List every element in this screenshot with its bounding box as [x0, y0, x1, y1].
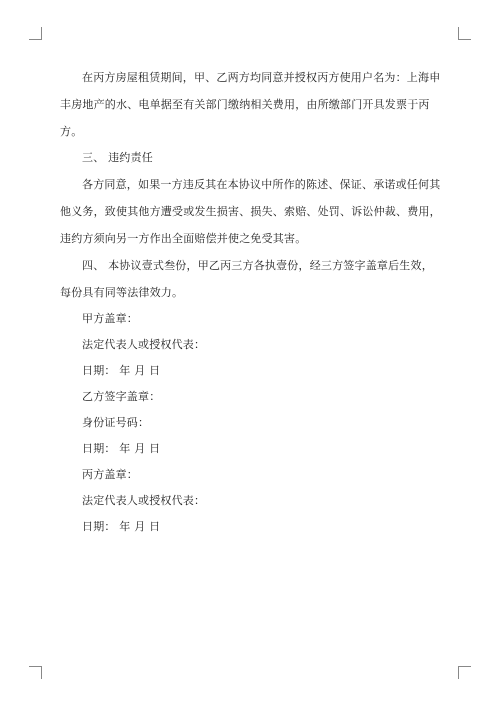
paragraph-breach-liability: 各方同意，如果一方违反其在本协议中所作的陈述、保证、承诺或任何其他义务，致使其他方遭受或发生损害、损失、索赔、处罚、诉讼仲裁、费用，违约方须向另一方作出全面赔偿并使之免受其害。: [60, 178, 441, 245]
party-c-seal-label: 丙方盖章：: [82, 468, 138, 481]
party-b-id-label: 身份证号码：: [82, 416, 150, 429]
page-corner-mark-bottom-left: [29, 666, 42, 679]
page-corner-mark-top-left: [29, 27, 42, 40]
party-c-representative-label: 法定代表人或授权代表：: [82, 494, 206, 507]
paragraph-copies-effect: 四、 本协议壹式叁份，甲乙丙三方各执壹份，经三方签字盖章后生效，每份具有同等法律效力。: [60, 259, 433, 299]
party-a-representative-label: 法定代表人或授权代表：: [82, 338, 206, 351]
party-a-date-label: 日期： 年 月 日: [82, 364, 161, 377]
page-corner-mark-bottom-right: [458, 666, 471, 679]
paragraph-utility-payment: 在丙方房屋租赁期间，甲、乙两方均同意并授权丙方使用户名为：上海申丰房地产的水、电单据至有关部门缴纳相关费用，由所缴部门开具发票于丙方。: [60, 71, 441, 138]
page-corner-mark-top-right: [458, 27, 471, 40]
document-body: [60, 64, 442, 540]
party-a-seal-label: 甲方盖章：: [82, 312, 138, 325]
section-heading-breach: 三、 违约责任: [82, 151, 153, 164]
party-b-date-label: 日期： 年 月 日: [82, 442, 161, 455]
party-c-date-label: 日期： 年 月 日: [82, 520, 161, 533]
party-b-seal-label: 乙方签字盖章：: [82, 390, 161, 403]
